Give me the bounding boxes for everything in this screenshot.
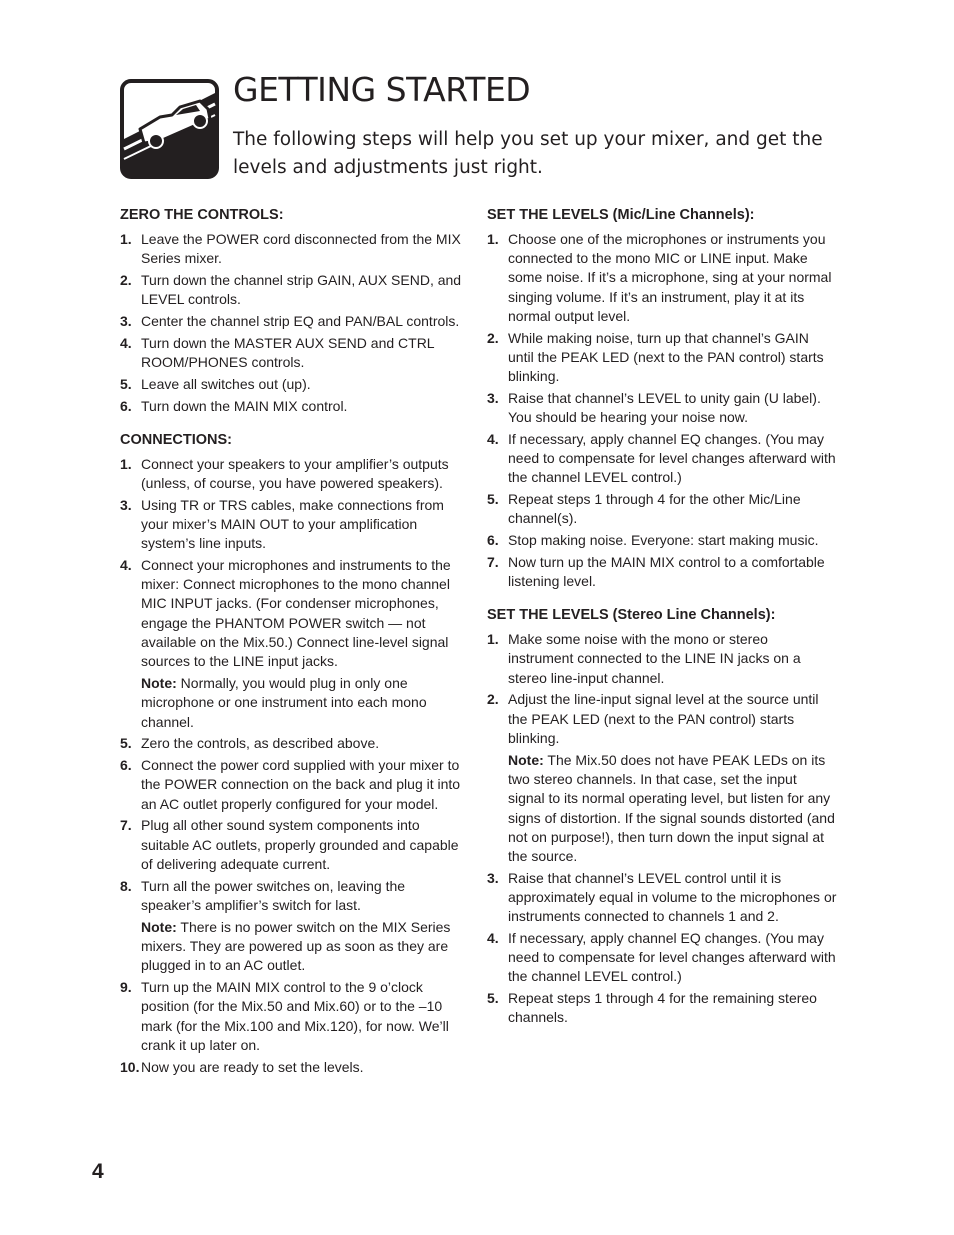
step-number: 4. [487, 930, 499, 947]
step-item [487, 690, 837, 866]
step-item [487, 929, 837, 987]
step-item [487, 989, 837, 1027]
note-text: There is no power switch on the MIX Series mixers. They are powered up as soon as they are plugged in to an AC outlet. [141, 919, 451, 974]
intro-paragraph: The following steps will help you set up your mixer, and get the levels and adjustments just right. [233, 129, 823, 178]
step-text: Stop making noise. Everyone: start making music. [508, 532, 819, 549]
section [120, 205, 465, 416]
step-item [487, 430, 837, 488]
step-item [120, 756, 465, 814]
step-number: 1. [487, 231, 499, 247]
step-text: Repeat steps 1 through 4 for the other Mic/Line channel(s). [508, 491, 801, 527]
step-item [487, 389, 837, 427]
section [120, 430, 465, 1077]
step-number: 8. [120, 877, 132, 894]
step-item [120, 375, 465, 394]
step-number: 6. [120, 757, 132, 774]
step-number: 4. [120, 334, 132, 351]
step-number: 1. [120, 231, 132, 247]
step-text: Turn down the MASTER AUX SEND and CTRL ROOM/PHONES controls. [141, 334, 435, 370]
step-item [120, 1058, 465, 1077]
step-number: 4. [120, 557, 132, 573]
step-text: Plug all other sound system components into suitable AC outlets, properly grounded and capable of delivering adequate current. [141, 817, 459, 872]
step-text: Connect your microphones and instruments to the mixer: Connect microphones to the mono channel MIC INPUT jacks. (For condenser microphones, engage the PHANTOM POWER switch — not available on the Mix.50.) Connect line-level signal sources to the LINE input jacks. [141, 557, 451, 670]
step-number: 10. [120, 1058, 140, 1075]
step-number: 2. [120, 272, 132, 288]
step-text: Zero the controls, as described above. [141, 735, 380, 752]
step-number: 9. [120, 979, 132, 996]
step-number: 3. [120, 313, 132, 329]
page-number: 4 [92, 1160, 104, 1183]
step-number: 4. [487, 430, 499, 447]
step-number: 3. [120, 496, 132, 513]
note-label: Note: [141, 675, 177, 692]
step-item [120, 271, 465, 309]
note-label: Note: [141, 919, 177, 936]
step-number: 7. [120, 817, 132, 834]
step-number: 5. [120, 735, 132, 752]
step-item [487, 230, 837, 326]
step-item [120, 978, 465, 1055]
step-item [120, 496, 465, 554]
step-item [487, 329, 837, 387]
step-text: Connect the power cord supplied with your mixer to the POWER connection on the back and plug it into an AC outlet properly configured for your model. [141, 757, 461, 812]
step-note [508, 751, 837, 866]
section-heading: ZERO THE CONTROLS: [120, 207, 284, 223]
note-label: Note: [508, 752, 544, 769]
step-number: 5. [487, 990, 499, 1007]
step-text: Repeat steps 1 through 4 for the remaining stereo channels. [508, 990, 817, 1026]
step-text: Now you are ready to set the levels. [141, 1058, 364, 1075]
step-item [120, 734, 465, 753]
step-item [487, 630, 837, 688]
section-heading: SET THE LEVELS (Mic/Line Channels): [487, 207, 755, 223]
step-item [487, 869, 837, 927]
step-text: Center the channel strip EQ and PAN/BAL controls. [141, 313, 460, 329]
step-list [487, 630, 837, 1027]
step-text: Make some noise with the mono or stereo instrument connected to the LINE IN jacks on a stereo line-input channel. [508, 631, 801, 686]
section-heading: CONNECTIONS: [120, 431, 232, 448]
step-item [120, 312, 465, 331]
step-text: Choose one of the microphones or instruments you connected to the mono MIC or LINE input. Make some noise. If it’s a microphone, sing at your normal singing volume. If it’s an instrument, play it at its normal output level. [508, 231, 832, 324]
step-item [120, 816, 465, 874]
step-text: Turn up the MAIN MIX control to the 9 o’clock position (for the Mix.50 and Mix.60) or to the –10 mark (for the Mix.100 and Mix.120), for now. We’ll crank it up later on. [141, 979, 449, 1053]
step-text: Raise that channel’s LEVEL control until it is approximately equal in volume to the microphones or instruments connected to channels 1 and 2. [508, 869, 837, 925]
step-item [120, 397, 465, 416]
step-number: 6. [120, 397, 132, 414]
step-item [487, 553, 837, 591]
step-number: 5. [487, 491, 499, 508]
step-item [120, 455, 465, 493]
note-text: The Mix.50 does not have PEAK LEDs on its two stereo channels. In that case, set the input signal to its normal operating level, but listen for any signs of distortion. If the signal sounds distorted (and not on purpose!), then turn down the input signal at the source. [508, 752, 835, 865]
section [487, 205, 837, 591]
step-item [487, 490, 837, 528]
step-item [120, 556, 465, 732]
step-text: Connect your speakers to your amplifier’s outputs (unless, of course, you have powered speakers). [141, 455, 449, 491]
step-list [487, 230, 837, 591]
step-number: 1. [120, 455, 132, 472]
step-item [120, 230, 465, 268]
left-column [120, 205, 465, 1091]
step-item [120, 877, 465, 976]
step-number: 7. [487, 553, 499, 570]
step-number: 5. [120, 375, 132, 392]
car-climbing-hill-icon [120, 79, 219, 179]
step-text: If necessary, apply channel EQ changes. (You may need to compensate for level changes afterward with the channel LEVEL control.) [508, 930, 836, 985]
step-text: Turn down the channel strip GAIN, AUX SEND, and LEVEL controls. [141, 272, 462, 308]
step-text: Using TR or TRS cables, make connections from your mixer’s MAIN OUT to your amplification system’s line inputs. [141, 496, 444, 552]
step-list [120, 230, 465, 416]
step-number: 2. [487, 329, 499, 346]
step-text: Now turn up the MAIN MIX control to a comfortable listening level. [508, 553, 825, 590]
step-text: Leave the POWER cord disconnected from the MIX Series mixer. [141, 231, 461, 267]
right-column [487, 205, 837, 1042]
step-item [487, 531, 837, 550]
step-number: 6. [487, 532, 499, 549]
section [487, 605, 837, 1027]
step-note [141, 674, 465, 732]
section-heading: SET THE LEVELS (Stereo Line Channels): [487, 607, 776, 624]
step-text: If necessary, apply channel EQ changes. (You may need to compensate for level changes afterward with the channel LEVEL control.) [508, 430, 836, 486]
step-text: Leave all switches out (up). [141, 375, 311, 392]
step-number: 3. [487, 869, 499, 886]
step-number: 1. [487, 631, 499, 648]
step-list [120, 455, 465, 1077]
step-number: 2. [487, 691, 499, 708]
step-text: Adjust the line-input signal level at the source until the PEAK LED (next to the PAN control) starts blinking. [508, 691, 819, 746]
step-number: 3. [487, 389, 499, 406]
step-text: While making noise, turn up that channel’s GAIN until the PEAK LED (next to the PAN control) starts blinking. [508, 329, 824, 385]
note-text: Normally, you would plug in only one microphone or one instrument into each mono channel. [141, 675, 427, 730]
page-title: GETTING STARTED [233, 70, 531, 109]
step-item [120, 334, 465, 372]
step-text: Turn all the power switches on, leaving the speaker’s amplifier’s switch for last. [141, 877, 406, 913]
step-text: Turn down the MAIN MIX control. [141, 397, 348, 414]
step-note [141, 918, 465, 976]
step-text: Raise that channel’s LEVEL to unity gain (U label). You should be hearing your noise now. [508, 389, 821, 426]
